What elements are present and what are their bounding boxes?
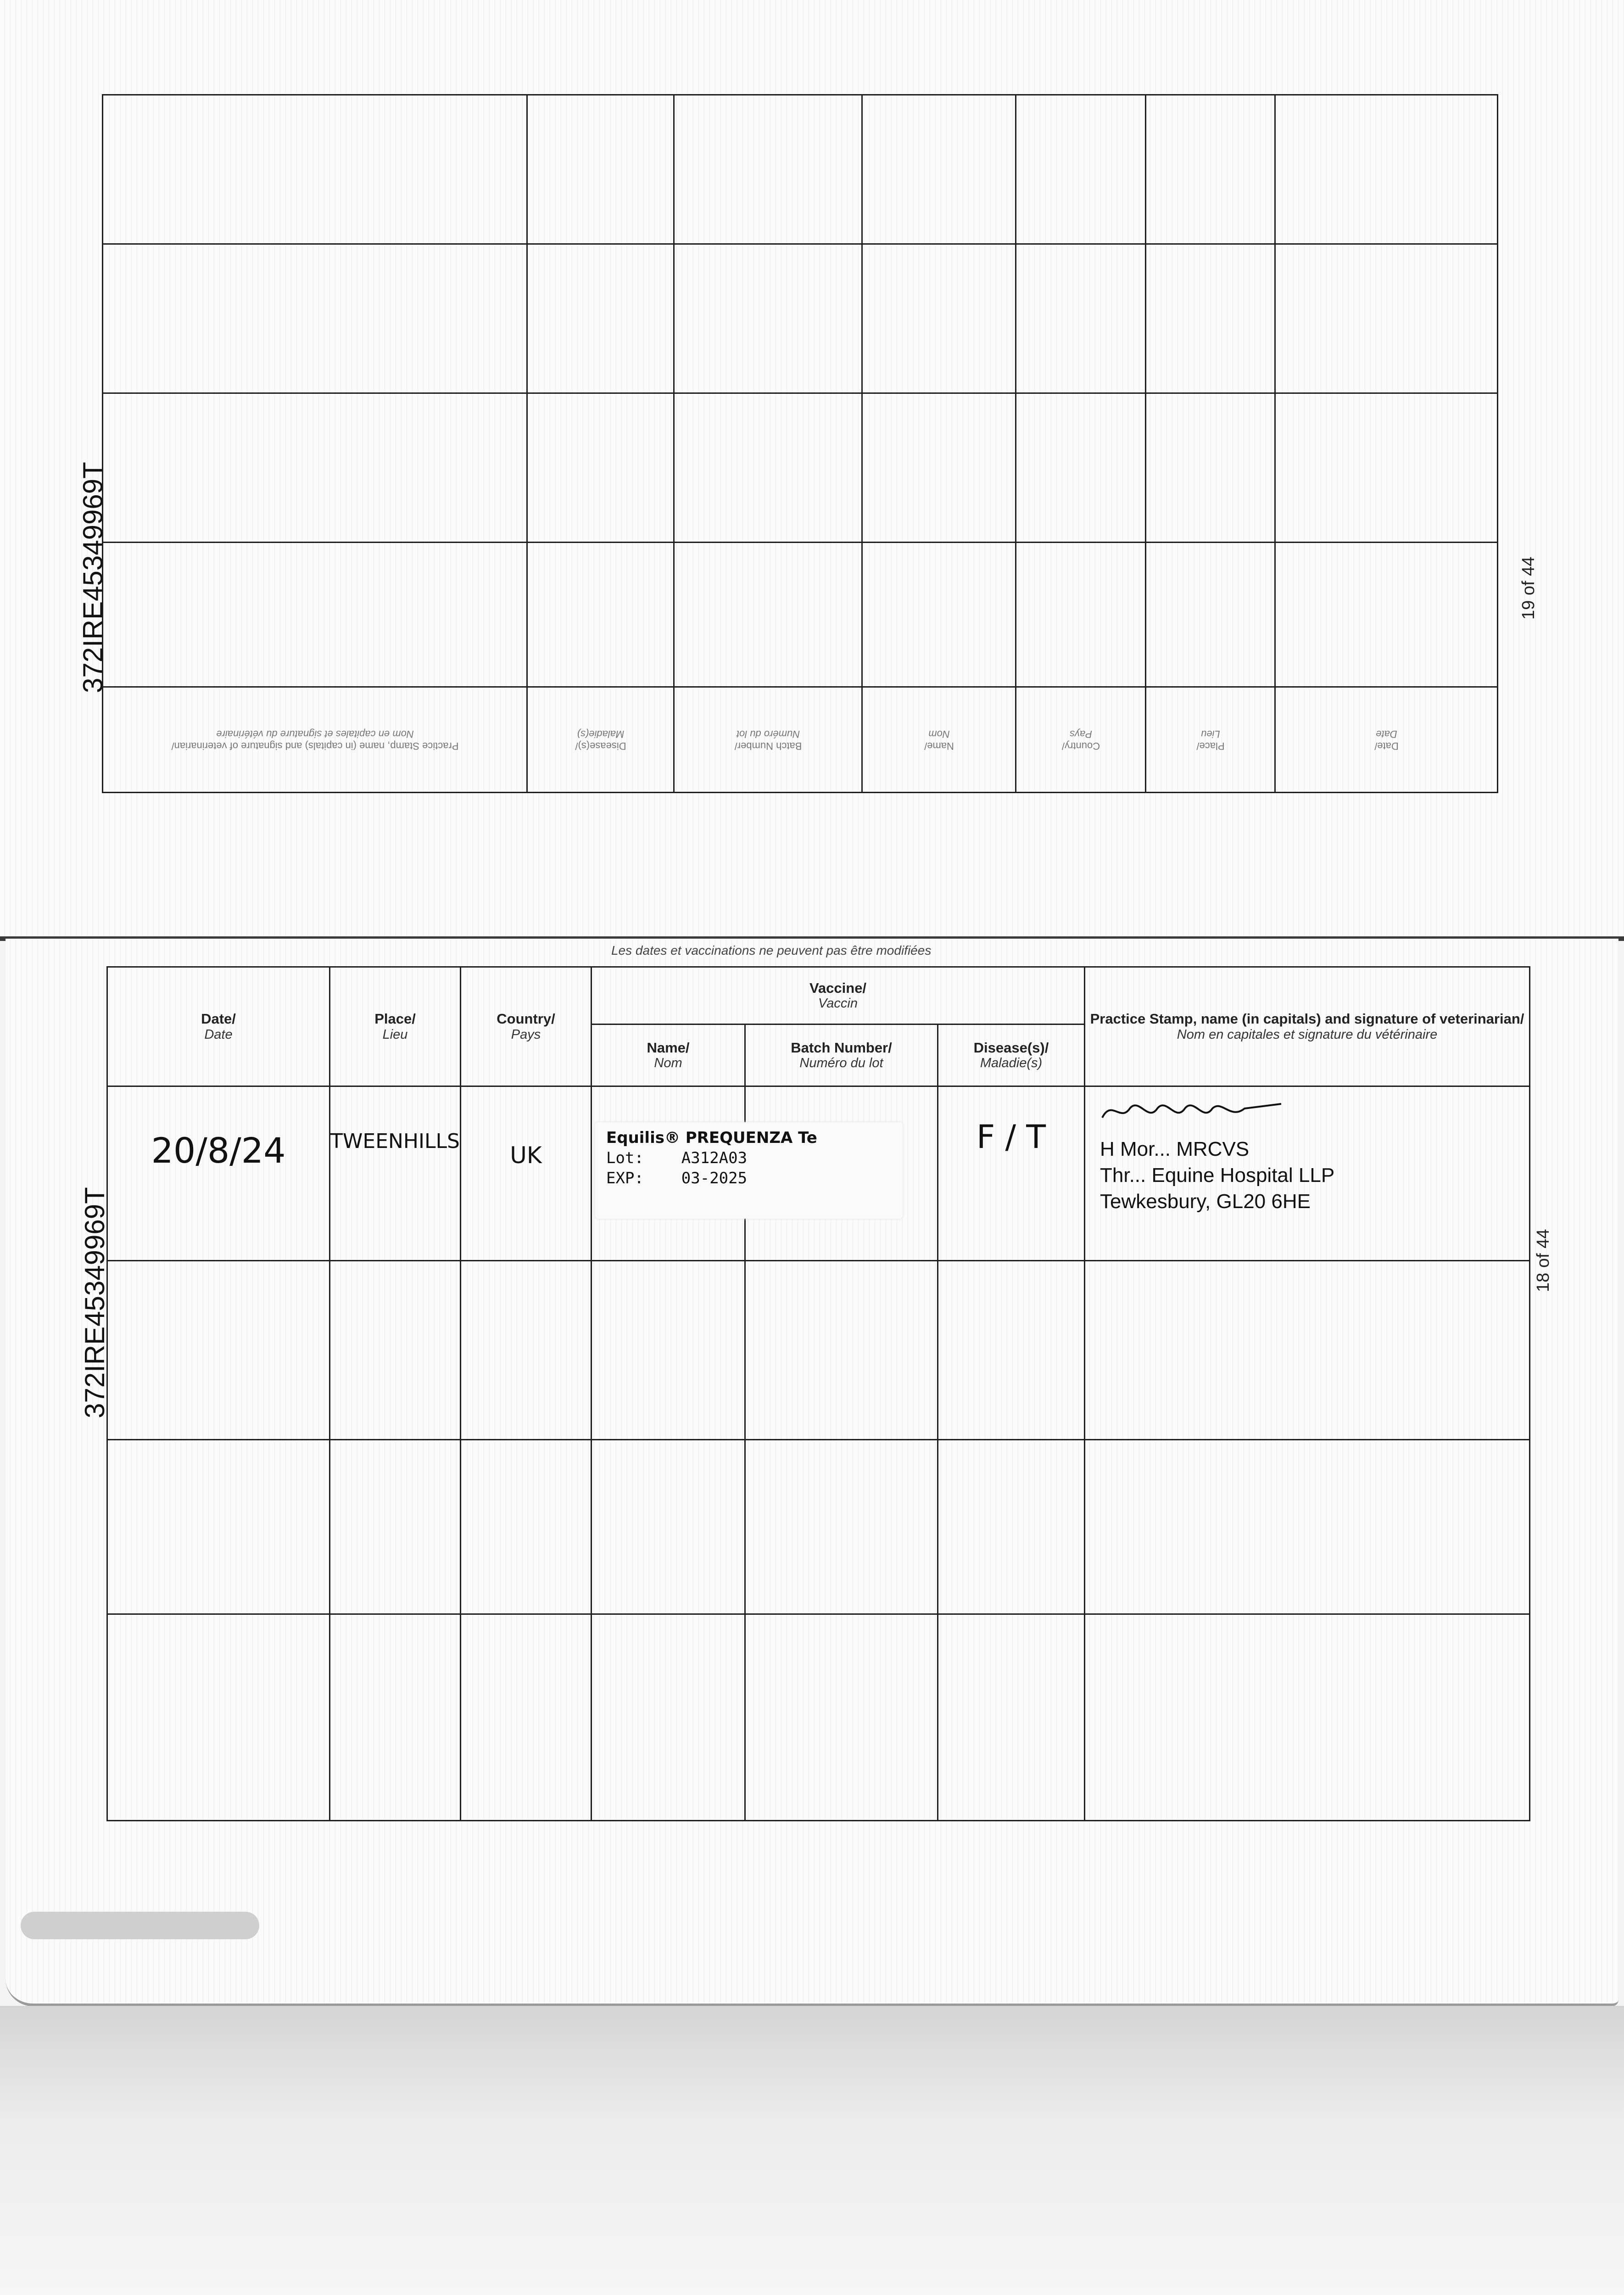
vaccine-batch-sticker bbox=[595, 1122, 903, 1219]
entry-disease-cell bbox=[938, 1086, 1085, 1261]
exp-value: 03-2025 bbox=[681, 1169, 748, 1188]
upper-cell bbox=[103, 95, 527, 244]
page-edge-shadow bbox=[21, 1912, 259, 1939]
stamp-line-3: Tewkesbury, GL20 6HE bbox=[1100, 1190, 1311, 1213]
notice-text: Les dates et vaccinations ne peuvent pas être modifiées bbox=[611, 943, 932, 957]
header-place: Place/ Lieu bbox=[330, 967, 461, 1086]
upper-page bbox=[0, 0, 1624, 941]
entry-date-cell bbox=[107, 1086, 330, 1261]
header-date: Date/ Date bbox=[107, 967, 330, 1086]
lot-value: A312A03 bbox=[681, 1149, 748, 1168]
header-country: Country/ Pays bbox=[461, 967, 592, 1086]
book-shadow bbox=[0, 2006, 1624, 2295]
vaccine-brand: Equilis® PREQUENZA Te bbox=[606, 1129, 817, 1147]
entry-place: TWEENHILLS bbox=[330, 1130, 460, 1153]
upper-cell bbox=[103, 393, 527, 543]
stamp-line-2: Thr... Equine Hospital LLP bbox=[1100, 1164, 1335, 1187]
page-number-upper: 19 of 44 bbox=[1519, 556, 1538, 620]
header-vaccine: Vaccine/ Vaccin bbox=[592, 967, 1085, 1024]
entry-date: 20/8/24 bbox=[151, 1130, 286, 1171]
header-batch-number: Batch Number/ Numéro du lot bbox=[745, 1024, 938, 1086]
upper-cell bbox=[103, 543, 527, 687]
empty-cell bbox=[107, 1614, 330, 1821]
empty-cell bbox=[107, 1261, 330, 1440]
lower-page bbox=[6, 939, 1618, 2006]
page-number-lower: 18 of 44 bbox=[1534, 1229, 1553, 1292]
vaccination-table bbox=[106, 966, 1530, 1821]
exp-label: EXP: bbox=[606, 1169, 644, 1188]
empty-cell bbox=[107, 1440, 330, 1614]
entry-country-cell bbox=[461, 1086, 592, 1261]
upper-header-practice: Practice Stamp, name (in capitals) and signature of veterinarian/ Nom en capitales et signature du vétérinaire bbox=[103, 687, 527, 793]
practice-stamp bbox=[1100, 1136, 1334, 1215]
header-vaccine-name: Name/ Nom bbox=[592, 1024, 745, 1086]
upper-cell bbox=[103, 244, 527, 393]
vet-signature bbox=[1098, 1090, 1290, 1131]
entry-place-cell bbox=[330, 1086, 461, 1261]
entry-disease: F / T bbox=[976, 1118, 1046, 1156]
upper-header-disease: Disease(s)/ Maladie(s) bbox=[527, 687, 674, 793]
upper-vaccination-table bbox=[102, 94, 1498, 793]
header-practice: Practice Stamp, name (in capitals) and signature of veterinarian/ Nom en capitales et signature du vétérinaire bbox=[1085, 967, 1530, 1086]
header-disease: Disease(s)/ Maladie(s) bbox=[938, 1024, 1085, 1086]
upper-header-place: Place/ Lieu bbox=[1146, 687, 1275, 793]
upper-header-batch: Batch Number/ Numéro du lot bbox=[674, 687, 862, 793]
lot-label: Lot: bbox=[606, 1149, 644, 1168]
upper-header-name: Name/ Nom bbox=[862, 687, 1016, 793]
passport-id-lower: 372IRE45349969T bbox=[79, 1187, 110, 1418]
entry-country: UK bbox=[510, 1142, 542, 1169]
stamp-line-1: H Mor... MRCVS bbox=[1100, 1138, 1250, 1160]
upper-header-date: Date/ Date bbox=[1275, 687, 1498, 793]
passport-id-upper: 372IRE45349969T bbox=[78, 462, 108, 693]
upper-header-country: Country/ Pays bbox=[1016, 687, 1146, 793]
